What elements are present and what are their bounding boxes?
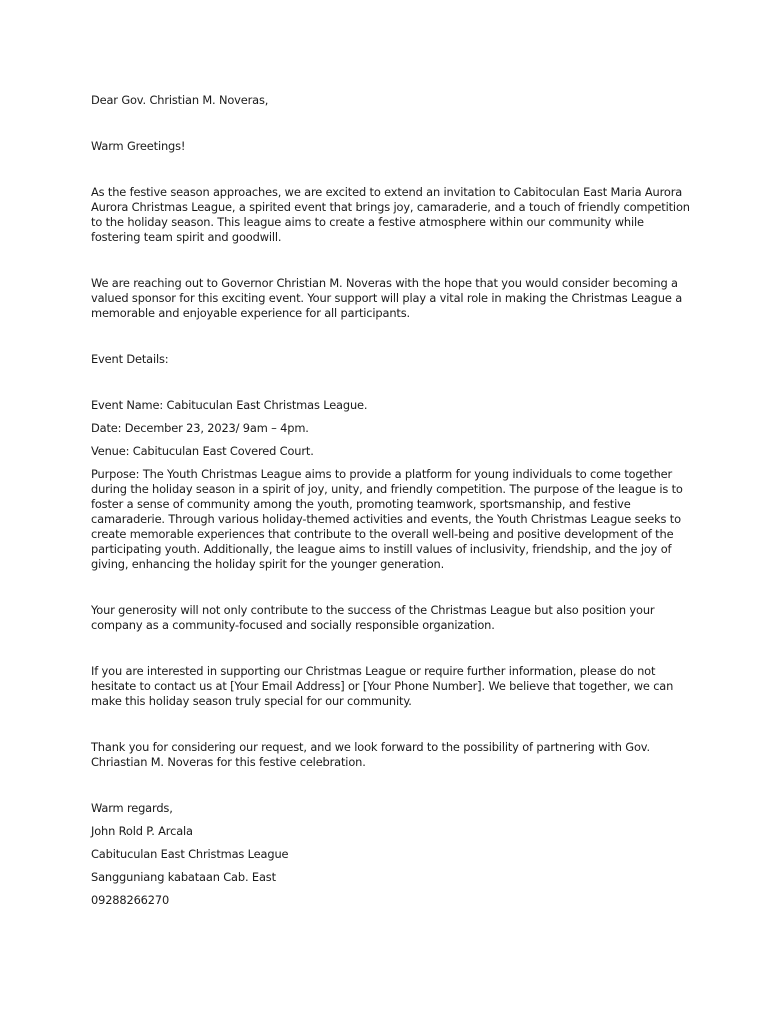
event-venue: Venue: Cabituculan East Covered Court. (91, 444, 314, 458)
generosity-paragraph: Your generosity will not only contribute to the success of the Christmas League but also position your company as a community-focused and socially responsible organization. (91, 603, 655, 632)
signer-phone: 09288266270 (91, 893, 170, 907)
event-details-heading: Event Details: (91, 352, 169, 366)
event-date: Date: December 23, 2023/ 9am – 4pm. (91, 421, 309, 435)
event-name: Event Name: Cabituculan East Christmas League. (91, 398, 368, 412)
greeting: Warm Greetings! (91, 139, 186, 153)
salutation: Dear Gov. Christian M. Noveras, (91, 93, 269, 107)
intro-paragraph: As the festive season approaches, we are excited to extend an invitation to Cabitoculan East Maria Aurora Aurora Christmas League, a spirited event that brings joy, camaraderie, and a touch of friendly competition to the holiday season. This league aims to create a festive atmosphere within our community while fostering team spirit and goodwill. (91, 185, 690, 244)
contact-paragraph: If you are interested in supporting our Christmas League or require further information, please do not hesitate to contact us at [Your Email Address] or [Your Phone Number]. We believe that together, we can make this holiday season truly special for our community. (91, 664, 674, 708)
signer-name: John Rold P. Arcala (91, 824, 193, 838)
signer-affiliation: Sangguniang kabataan Cab. East (91, 870, 276, 884)
closing: Warm regards, (91, 801, 173, 815)
request-paragraph: We are reaching out to Governor Christian M. Noveras with the hope that you would consider becoming a valued sponsor for this exciting event. Your support will play a vital role in making the Christmas League a memorable and enjoyable experience for all participants. (91, 276, 683, 320)
purpose-paragraph: Purpose: The Youth Christmas League aims to provide a platform for young individuals to come together during the holiday season in a spirit of joy, unity, and friendly competition. The purpose of the league is to foster a sense of community among the youth, promoting teamwork, sportsmanship, and festive camaraderie. Through various holiday-themed activities and events, the Youth Christmas League seeks to create memorable experiences that contribute to the overall well-being and positive development of the participating youth. Additionally, the league aims to instill values of inclusivity, friendship, and the joy of giving, enhancing the holiday spirit for the younger generation. (91, 467, 683, 571)
thanks-paragraph: Thank you for considering our request, and we look forward to the possibility of partnering with Gov. Chriastian M. Noveras for this festive celebration. (91, 740, 650, 769)
letter-body (91, 93, 691, 916)
signer-organization: Cabituculan East Christmas League (91, 847, 289, 861)
